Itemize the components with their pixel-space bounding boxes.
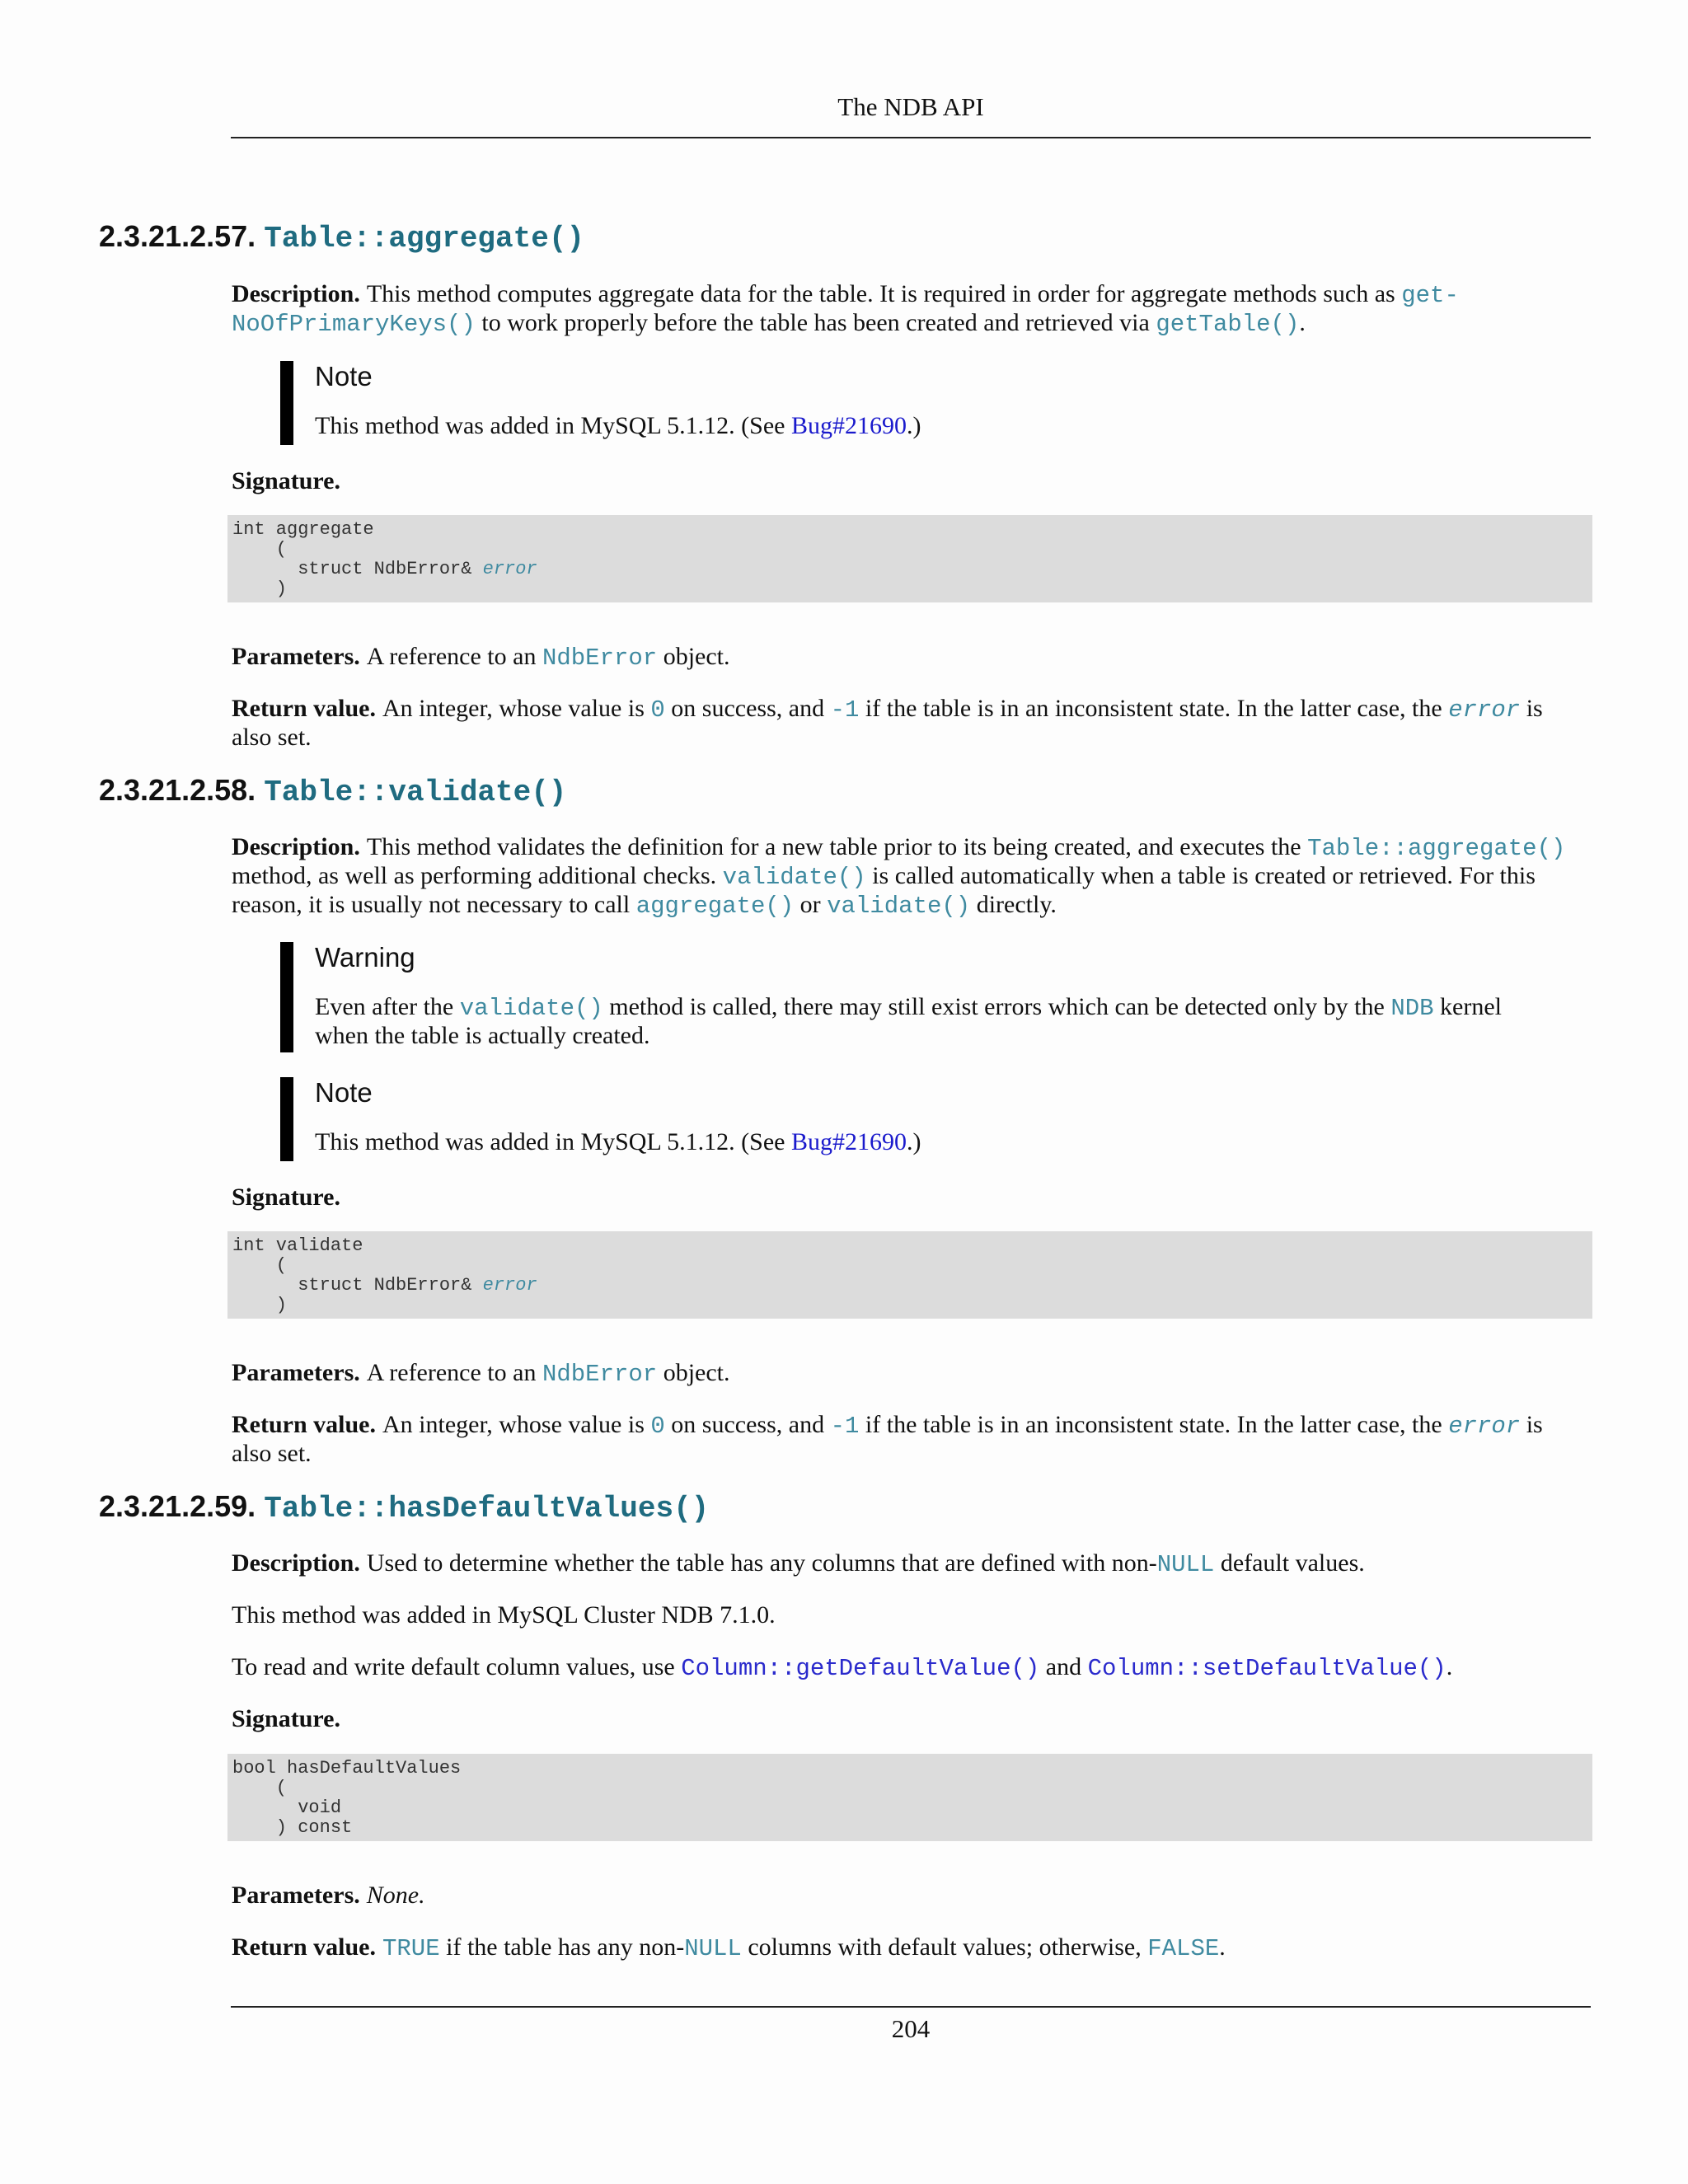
note-text: .) bbox=[907, 412, 921, 439]
return-value-paragraph bbox=[232, 1411, 1600, 1467]
return-text: columns with default values; otherwise, bbox=[741, 1933, 1148, 1961]
code-param-ref: error bbox=[1448, 696, 1521, 724]
note-text: This method was added in MySQL 5.1.12. (See bbox=[315, 1128, 791, 1155]
code-ref[interactable]: getTable() bbox=[1156, 311, 1300, 338]
return-value-label: Return value. bbox=[232, 695, 376, 722]
code-ref[interactable]: validate() bbox=[722, 864, 866, 891]
warning-text: method is called, there may still exist errors which can be detected only by the bbox=[603, 993, 1391, 1020]
signature-label bbox=[232, 1183, 1600, 1211]
description-label: Description. bbox=[232, 280, 360, 307]
note-admonition bbox=[280, 1077, 1599, 1161]
code-ref[interactable]: Table::aggregate() bbox=[1307, 835, 1566, 862]
parameters-paragraph bbox=[232, 643, 1600, 672]
code-line: bool hasDefaultValues bbox=[232, 1758, 462, 1779]
code-line: ) bbox=[232, 1295, 288, 1315]
return-text: also set. bbox=[232, 1440, 312, 1467]
code-line: ( bbox=[232, 1255, 288, 1276]
return-text: if the table has any non- bbox=[439, 1933, 685, 1961]
parameters-label: Parameters. bbox=[232, 1882, 360, 1909]
signature-label bbox=[232, 1705, 1600, 1732]
header-divider bbox=[231, 137, 1591, 138]
page-number: 204 bbox=[891, 2014, 931, 2043]
description-paragraph bbox=[232, 280, 1600, 338]
return-text: An integer, whose value is bbox=[382, 1411, 651, 1438]
default-values-paragraph bbox=[232, 1653, 1600, 1682]
note-body bbox=[315, 1128, 1601, 1155]
warning-text: kernel bbox=[1433, 993, 1503, 1020]
warning-body bbox=[315, 993, 1601, 1049]
return-value-label: Return value. bbox=[232, 1411, 376, 1438]
code-line: int validate bbox=[232, 1235, 363, 1256]
description-text: to work properly before the table has been created and retrieved via bbox=[475, 309, 1156, 336]
parameters-paragraph bbox=[232, 1882, 1600, 1909]
description-text: is called automatically when a table is created or retrieved. For this bbox=[865, 862, 1536, 889]
parameters-paragraph bbox=[232, 1359, 1600, 1388]
description-label: Description. bbox=[232, 1549, 360, 1577]
signature-code-block bbox=[227, 1754, 1592, 1841]
parameters-text: A reference to an bbox=[366, 1359, 542, 1386]
warning-title: Warning bbox=[315, 942, 415, 972]
page-header-title: The NDB API bbox=[837, 92, 984, 121]
section-number: 2.3.21.2.59. bbox=[99, 1489, 256, 1523]
code-ref[interactable]: validate() bbox=[827, 893, 971, 920]
code-param: error bbox=[482, 559, 537, 579]
return-text: An integer, whose value is bbox=[382, 695, 651, 722]
section-heading-validate bbox=[99, 773, 566, 809]
warning-text: Even after the bbox=[315, 993, 460, 1020]
code-ref: -1 bbox=[830, 1413, 860, 1440]
code-line: struct NdbError& bbox=[232, 559, 483, 579]
code-line: void bbox=[232, 1797, 342, 1818]
code-ref[interactable]: NDB bbox=[1390, 995, 1434, 1022]
parameters-text: object. bbox=[657, 1359, 730, 1386]
note-title: Note bbox=[315, 1077, 373, 1108]
paragraph-text: To read and write default column values, use bbox=[232, 1653, 682, 1680]
description-text: directly. bbox=[970, 891, 1057, 918]
return-text: on success, and bbox=[664, 1411, 831, 1438]
return-text: is bbox=[1520, 1411, 1543, 1438]
code-line: ) bbox=[232, 579, 288, 599]
method-name-link[interactable]: Table::validate() bbox=[264, 776, 567, 809]
signature-label-text: Signature. bbox=[232, 467, 340, 494]
code-param: error bbox=[482, 1275, 537, 1296]
section-number: 2.3.21.2.58. bbox=[99, 773, 256, 807]
admonition-bar bbox=[280, 942, 293, 1052]
code-ref[interactable]: NdbError bbox=[542, 1361, 658, 1388]
set-default-value-link[interactable]: Column::setDefaultValue() bbox=[1087, 1655, 1447, 1682]
description-text: method, as well as performing additional checks. bbox=[232, 862, 723, 889]
description-text: This method computes aggregate data for the table. It is required in order for aggregate methods such as bbox=[366, 280, 1402, 307]
signature-label-text: Signature. bbox=[232, 1183, 340, 1211]
bug-link[interactable]: Bug#21690 bbox=[790, 412, 907, 439]
code-ref: -1 bbox=[830, 696, 860, 724]
code-ref[interactable]: aggregate() bbox=[635, 893, 795, 920]
code-ref: 0 bbox=[650, 1413, 665, 1440]
section-number: 2.3.21.2.57. bbox=[99, 219, 256, 253]
return-text: if the table is in an inconsistent state. In the latter case, the bbox=[859, 1411, 1449, 1438]
description-label: Description. bbox=[232, 833, 360, 860]
paragraph-text: and bbox=[1039, 1653, 1088, 1680]
description-text: Used to determine whether the table has any columns that are defined with non- bbox=[366, 1549, 1157, 1577]
return-text: if the table is in an inconsistent state. In the latter case, the bbox=[859, 695, 1449, 722]
description-text: default values. bbox=[1214, 1549, 1365, 1577]
description-paragraph bbox=[232, 833, 1600, 920]
code-param-ref: error bbox=[1448, 1413, 1521, 1440]
paragraph-text: . bbox=[1446, 1653, 1453, 1680]
note-body bbox=[315, 412, 1601, 439]
code-ref: FALSE bbox=[1147, 1935, 1220, 1962]
return-text: also set. bbox=[232, 724, 312, 751]
parameters-value: None. bbox=[366, 1882, 425, 1909]
return-value-label: Return value. bbox=[232, 1933, 376, 1961]
code-ref: 0 bbox=[650, 696, 665, 724]
admonition-bar bbox=[280, 361, 293, 445]
return-value-paragraph bbox=[232, 695, 1600, 751]
code-line: ) const bbox=[232, 1817, 353, 1838]
parameters-text: object. bbox=[657, 643, 730, 670]
code-ref[interactable]: NoOfPrimaryKeys() bbox=[232, 311, 476, 338]
version-paragraph: This method was added in MySQL Cluster NDB 7.1.0. bbox=[232, 1601, 776, 1629]
get-default-value-link[interactable]: Column::getDefaultValue() bbox=[681, 1655, 1040, 1682]
code-ref: NULL bbox=[1156, 1551, 1215, 1578]
section-heading-aggregate bbox=[99, 219, 584, 255]
admonition-bar bbox=[280, 1077, 293, 1161]
parameters-text: A reference to an bbox=[366, 643, 542, 670]
note-admonition bbox=[280, 361, 1599, 445]
section-heading-hasdefaultvalues bbox=[99, 1489, 709, 1526]
code-ref[interactable]: NdbError bbox=[542, 644, 658, 672]
description-text: . bbox=[1299, 309, 1306, 336]
description-text: or bbox=[794, 891, 828, 918]
parameters-label: Parameters. bbox=[232, 1359, 360, 1386]
signature-label bbox=[232, 467, 1600, 494]
description-paragraph bbox=[232, 1549, 1600, 1578]
note-title: Note bbox=[315, 361, 373, 391]
signature-label-text: Signature. bbox=[232, 1705, 340, 1732]
code-ref: NULL bbox=[684, 1935, 742, 1962]
method-name-link[interactable]: Table::aggregate() bbox=[264, 222, 585, 255]
code-line: ( bbox=[232, 539, 288, 560]
warning-admonition bbox=[280, 942, 1599, 1052]
signature-code-block bbox=[227, 1231, 1592, 1319]
bug-link[interactable]: Bug#21690 bbox=[790, 1128, 907, 1155]
code-line: struct NdbError& bbox=[232, 1275, 483, 1296]
return-value-paragraph bbox=[232, 1933, 1600, 1962]
code-ref[interactable]: get- bbox=[1401, 282, 1459, 309]
parameters-label: Parameters. bbox=[232, 643, 360, 670]
note-text: This method was added in MySQL 5.1.12. (See bbox=[315, 412, 791, 439]
method-name-link[interactable]: Table::hasDefaultValues() bbox=[264, 1492, 710, 1526]
note-text: .) bbox=[907, 1128, 921, 1155]
return-text: is bbox=[1520, 695, 1543, 722]
return-text: . bbox=[1219, 1933, 1226, 1961]
description-text: reason, it is usually not necessary to call bbox=[232, 891, 636, 918]
code-ref[interactable]: validate() bbox=[459, 995, 603, 1022]
code-line: ( bbox=[232, 1778, 288, 1798]
code-line: int aggregate bbox=[232, 519, 374, 540]
signature-code-block bbox=[227, 515, 1592, 602]
footer-divider bbox=[231, 2006, 1591, 2008]
code-ref: TRUE bbox=[382, 1935, 440, 1962]
description-text: This method validates the definition for a new table prior to its being created, and executes the bbox=[366, 833, 1308, 860]
warning-text: when the table is actually created. bbox=[315, 1022, 650, 1049]
return-text: on success, and bbox=[664, 695, 831, 722]
